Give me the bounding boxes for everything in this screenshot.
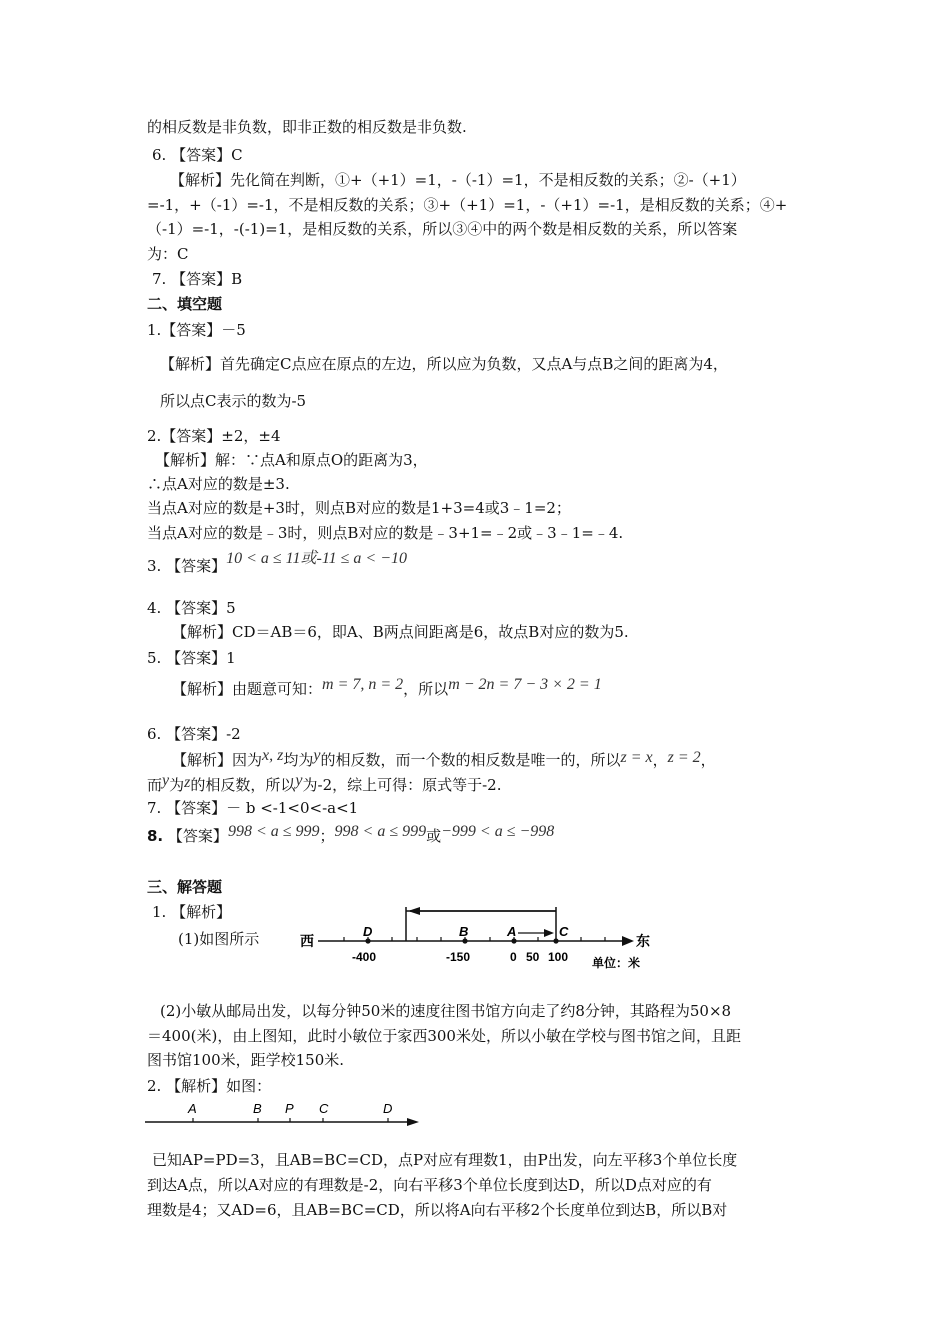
text-span: 或 — [426, 827, 442, 845]
point-label-a: A — [188, 1101, 197, 1116]
tick-label: -150 — [446, 950, 471, 964]
text-span: 均为 — [283, 751, 314, 769]
text-span: 的相反数，而一个数的相反数是唯一的，所以 — [320, 751, 621, 769]
text-line: ＝400(米)，由上图知，此时小敏位于家西300米处，所以小敏在学校与图书馆之间，且距 — [147, 1027, 741, 1045]
text-line: （-1）=-1，-(-1)=1，是相反数的关系，所以③④中的两个数是相反数的关系，所以答案 — [147, 220, 738, 238]
answer-line: 6. 【答案】-2 — [147, 725, 241, 743]
answer-line — [147, 550, 408, 577]
answer-line: 6. 【答案】C — [152, 146, 243, 164]
answer-line — [147, 823, 555, 847]
text-span: 的相反数，所以 — [190, 776, 296, 794]
math-expression: 10 < a ≤ 11或-11 ≤ a < −10 — [226, 550, 408, 567]
text-line — [172, 747, 716, 771]
text-line: =-1，+（-1）=-1，不是相反数的关系；③+（+1）=1，-（+1）=-1，是相反数的关系；④+ — [147, 196, 788, 214]
tick-label: 50 — [526, 950, 540, 964]
axis-arrow-icon — [407, 1118, 419, 1126]
point-label-a: A — [507, 924, 517, 939]
text-line: 当点A对应的数是+3时，则点B对应的数是1+3=4或3﹣1=2； — [147, 499, 571, 517]
math-expression: z — [184, 774, 191, 791]
route-arrow — [406, 907, 556, 941]
text-line: ∴点A对应的数是±3. — [147, 475, 290, 493]
answer-line: 2. 【解析】如图： — [147, 1077, 272, 1095]
tick-label: 0 — [510, 950, 517, 964]
answer-line: 1.【答案】－5 — [147, 321, 246, 339]
point-label-p: P — [285, 1101, 294, 1116]
text-line: 到达A点，所以A对应的有理数是-2，向右平移3个单位长度到达D，所以D点对应的有 — [147, 1176, 712, 1194]
math-expression: −999 < a ≤ −998 — [441, 823, 555, 840]
text-span: ，所以 — [403, 680, 449, 698]
west-label: 西 — [300, 933, 314, 949]
text-span: 为-2，综上可得：原式等于-2. — [302, 776, 502, 794]
text-line: 为：C — [147, 245, 189, 263]
math-expression: z = 2 — [667, 749, 701, 766]
text-line — [147, 772, 502, 796]
text-line: 理数是4；又AD=6，且AB=BC=CD，所以将A向右平移2个长度单位到达B，所以B对 — [147, 1201, 728, 1219]
text-span: ， — [700, 751, 716, 769]
text-line: (1)如图所示 — [178, 930, 260, 948]
number-line-figure-1 — [300, 903, 660, 975]
text-line: 【解析】先化简在判断，①+（+1）=1，-（-1）=1，不是相反数的关系；②-（+1） — [170, 171, 746, 189]
text-line: 已知AP=PD=3，且AB=BC=CD，点P对应有理数1，由P出发，向左平移3个单位长度 — [152, 1151, 738, 1169]
unit-label: 单位：米 — [592, 956, 641, 970]
section-heading: 三、解答题 — [147, 878, 223, 896]
answer-line: 7. 【答案】－ b <-1<0<-a<1 — [147, 799, 359, 817]
point-label-b: B — [253, 1101, 262, 1116]
math-expression: 998 < a ≤ 999 — [227, 823, 320, 840]
text-span: 为 — [169, 776, 185, 794]
answer-line: 4. 【答案】5 — [147, 599, 236, 617]
math-expression: m − 2n = 7 − 3 × 2 = 1 — [448, 676, 602, 693]
point-label-d: D — [383, 1101, 393, 1116]
text-span: 而 — [147, 776, 163, 794]
point-label-c: C — [319, 1101, 329, 1116]
text-line: 的相反数是非负数，即非正数的相反数是非负数. — [147, 118, 467, 136]
math-expression: y — [295, 772, 303, 789]
math-expression: 998 < a ≤ 999 — [334, 823, 427, 840]
text-line: 图书馆100米，距学校150米. — [147, 1051, 345, 1069]
math-expression: m = 7, n = 2 — [322, 676, 404, 693]
math-expression: y — [162, 772, 170, 789]
text-span: 【解析】因为 — [172, 751, 263, 769]
text-span: ， — [652, 751, 668, 769]
point-label-d: D — [363, 924, 373, 939]
text-span: 【解析】由题意可知： — [172, 680, 323, 698]
section-heading: 二、填空题 — [147, 295, 223, 313]
math-expression: y — [313, 747, 321, 764]
point-label-b: B — [459, 924, 469, 939]
number-line-figure-2 — [145, 1098, 425, 1134]
math-expression: z = x — [620, 749, 653, 766]
answer-line: 5. 【答案】1 — [147, 649, 236, 667]
point-label-c: C — [559, 924, 569, 939]
text-line: 所以点C表示的数为-5 — [160, 392, 307, 410]
math-expression: x, z — [262, 747, 284, 764]
east-label: 东 — [636, 933, 650, 949]
answer-label: 【答案】 — [167, 827, 228, 845]
answer-line: 7. 【答案】B — [152, 270, 243, 288]
text-line: (2)小敏从邮局出发，以每分钟50米的速度往图书馆方向走了约8分钟，其路程为50×8 — [160, 1002, 732, 1020]
text-span: ； — [319, 827, 335, 845]
text-line — [172, 676, 602, 700]
text-line: 当点A对应的数是﹣3时，则点B对应的数是﹣3+1=﹣2或﹣3﹣1=﹣4. — [147, 524, 624, 542]
tick-label: 100 — [548, 950, 569, 964]
text-line: 【解析】解：∵点A和原点O的距离为3， — [155, 451, 428, 469]
answer-line: 1. 【解析】 — [152, 903, 232, 921]
tick-label: -400 — [352, 950, 377, 964]
axis-arrow-icon — [622, 936, 634, 946]
answer-label: 3. 【答案】 — [147, 557, 227, 575]
text-line: 【解析】CD＝AB＝6，即A、B两点间距离是6，故点B对应的数为5. — [172, 623, 629, 641]
text-line: 【解析】首先确定C点应在原点的左边，所以应为负数，又点A与点B之间的距离为4， — [160, 355, 728, 373]
item-number: 8. — [147, 827, 164, 845]
answer-line: 2.【答案】±2，±4 — [147, 427, 281, 445]
